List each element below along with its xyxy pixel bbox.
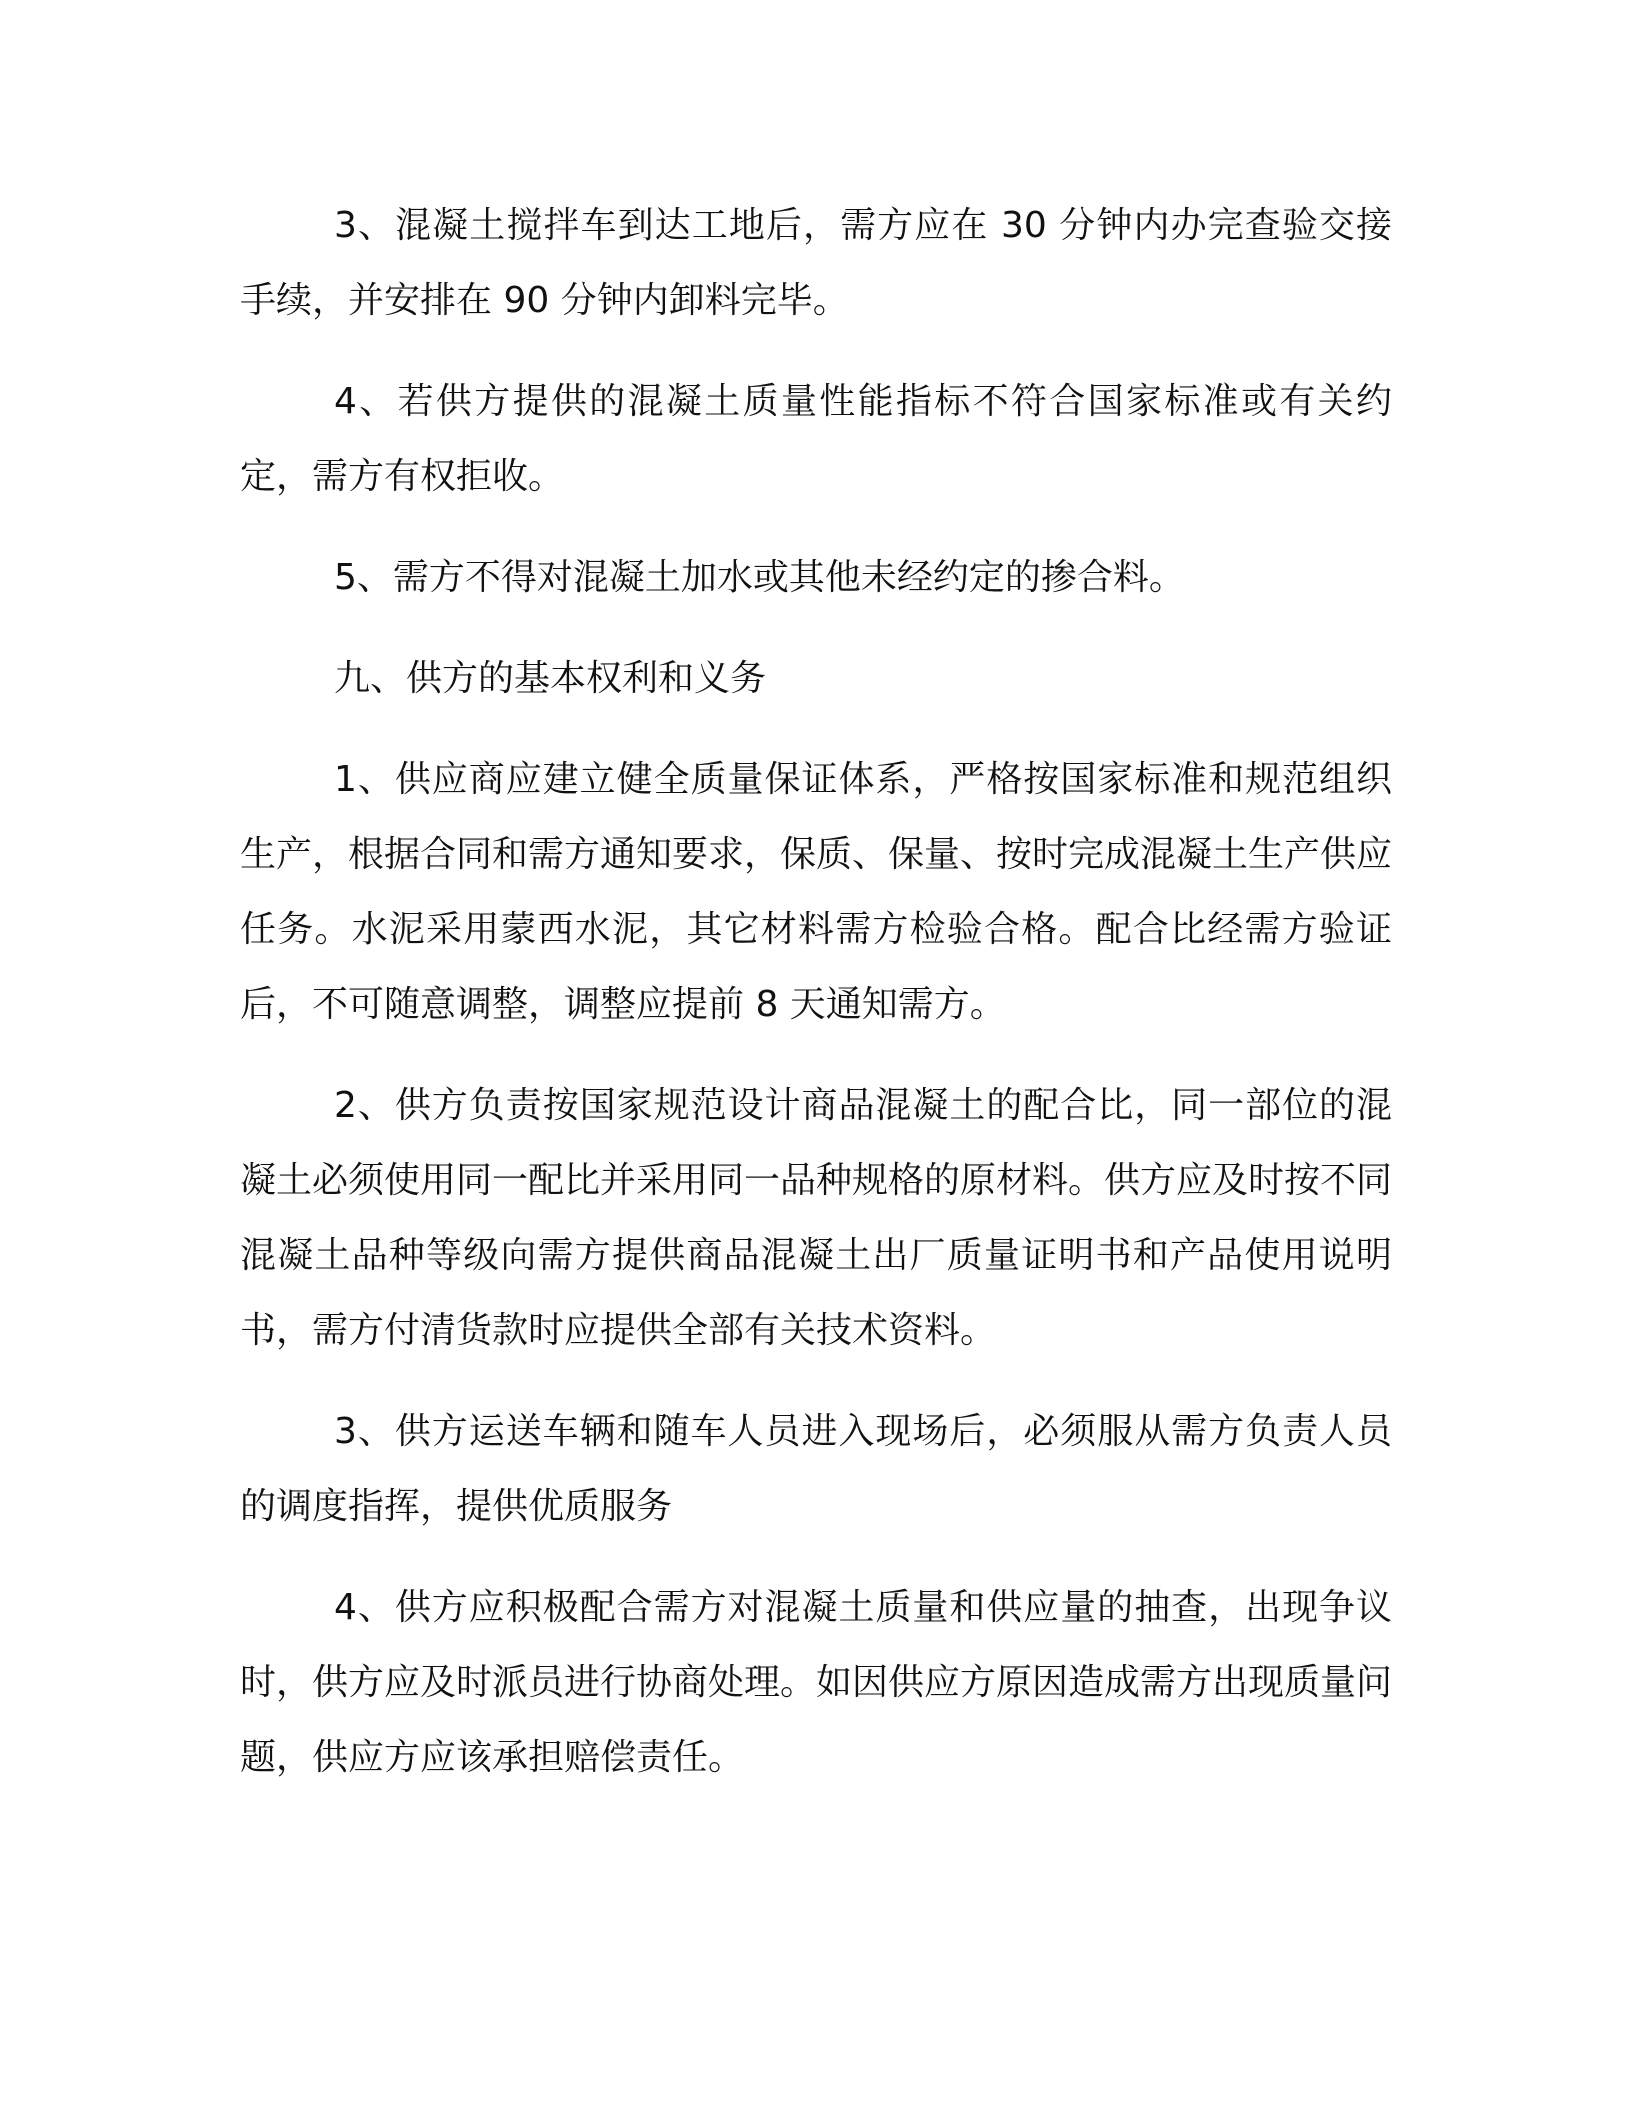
paragraph-supplier-4: 4、供方应积极配合需方对混凝土质量和供应量的抽查，出现争议时，供方应及时派员进行协商处理。如因供应方原因造成需方出现质量问题，供应方应该承担赔偿责任。	[240, 1587, 1393, 1778]
section-heading-supplier-rights: 九、供方的基本权利和义务	[334, 658, 767, 699]
document-page	[240, 188, 1392, 1821]
paragraph-supplier-2: 2、供方负责按国家规范设计商品混凝土的配合比，同一部位的混凝土必须使用同一配比并采用同一品种规格的原材料。供方应及时按不同混凝土品种等级向需方提供商品混凝土出厂质量证明书和产品使用说明书，需方付清货款时应提供全部有关技术资料。	[240, 1085, 1393, 1351]
paragraph-buyer-3: 3、混凝土搅拌车到达工地后，需方应在 30 分钟内办完查验交接手续，并安排在 90 分钟内卸料完毕。	[240, 205, 1392, 321]
paragraph-supplier-3: 3、供方运送车辆和随车人员进入现场后，必须服从需方负责人员的调度指挥，提供优质服务	[240, 1411, 1392, 1527]
paragraph-supplier-1: 1、供应商应建立健全质量保证体系，严格按国家标准和规范组织生产，根据合同和需方通知要求，保质、保量、按时完成混凝土生产供应任务。水泥采用蒙西水泥，其它材料需方检验合格。配合比经需方验证后，不可随意调整，调整应提前 8 天通知需方。	[240, 759, 1393, 1025]
paragraph-buyer-5: 5、需方不得对混凝土加水或其他未经约定的掺合料。	[334, 557, 1185, 598]
paragraph-buyer-4: 4、若供方提供的混凝土质量性能指标不符合国家标准或有关约定，需方有权拒收。	[240, 381, 1392, 497]
